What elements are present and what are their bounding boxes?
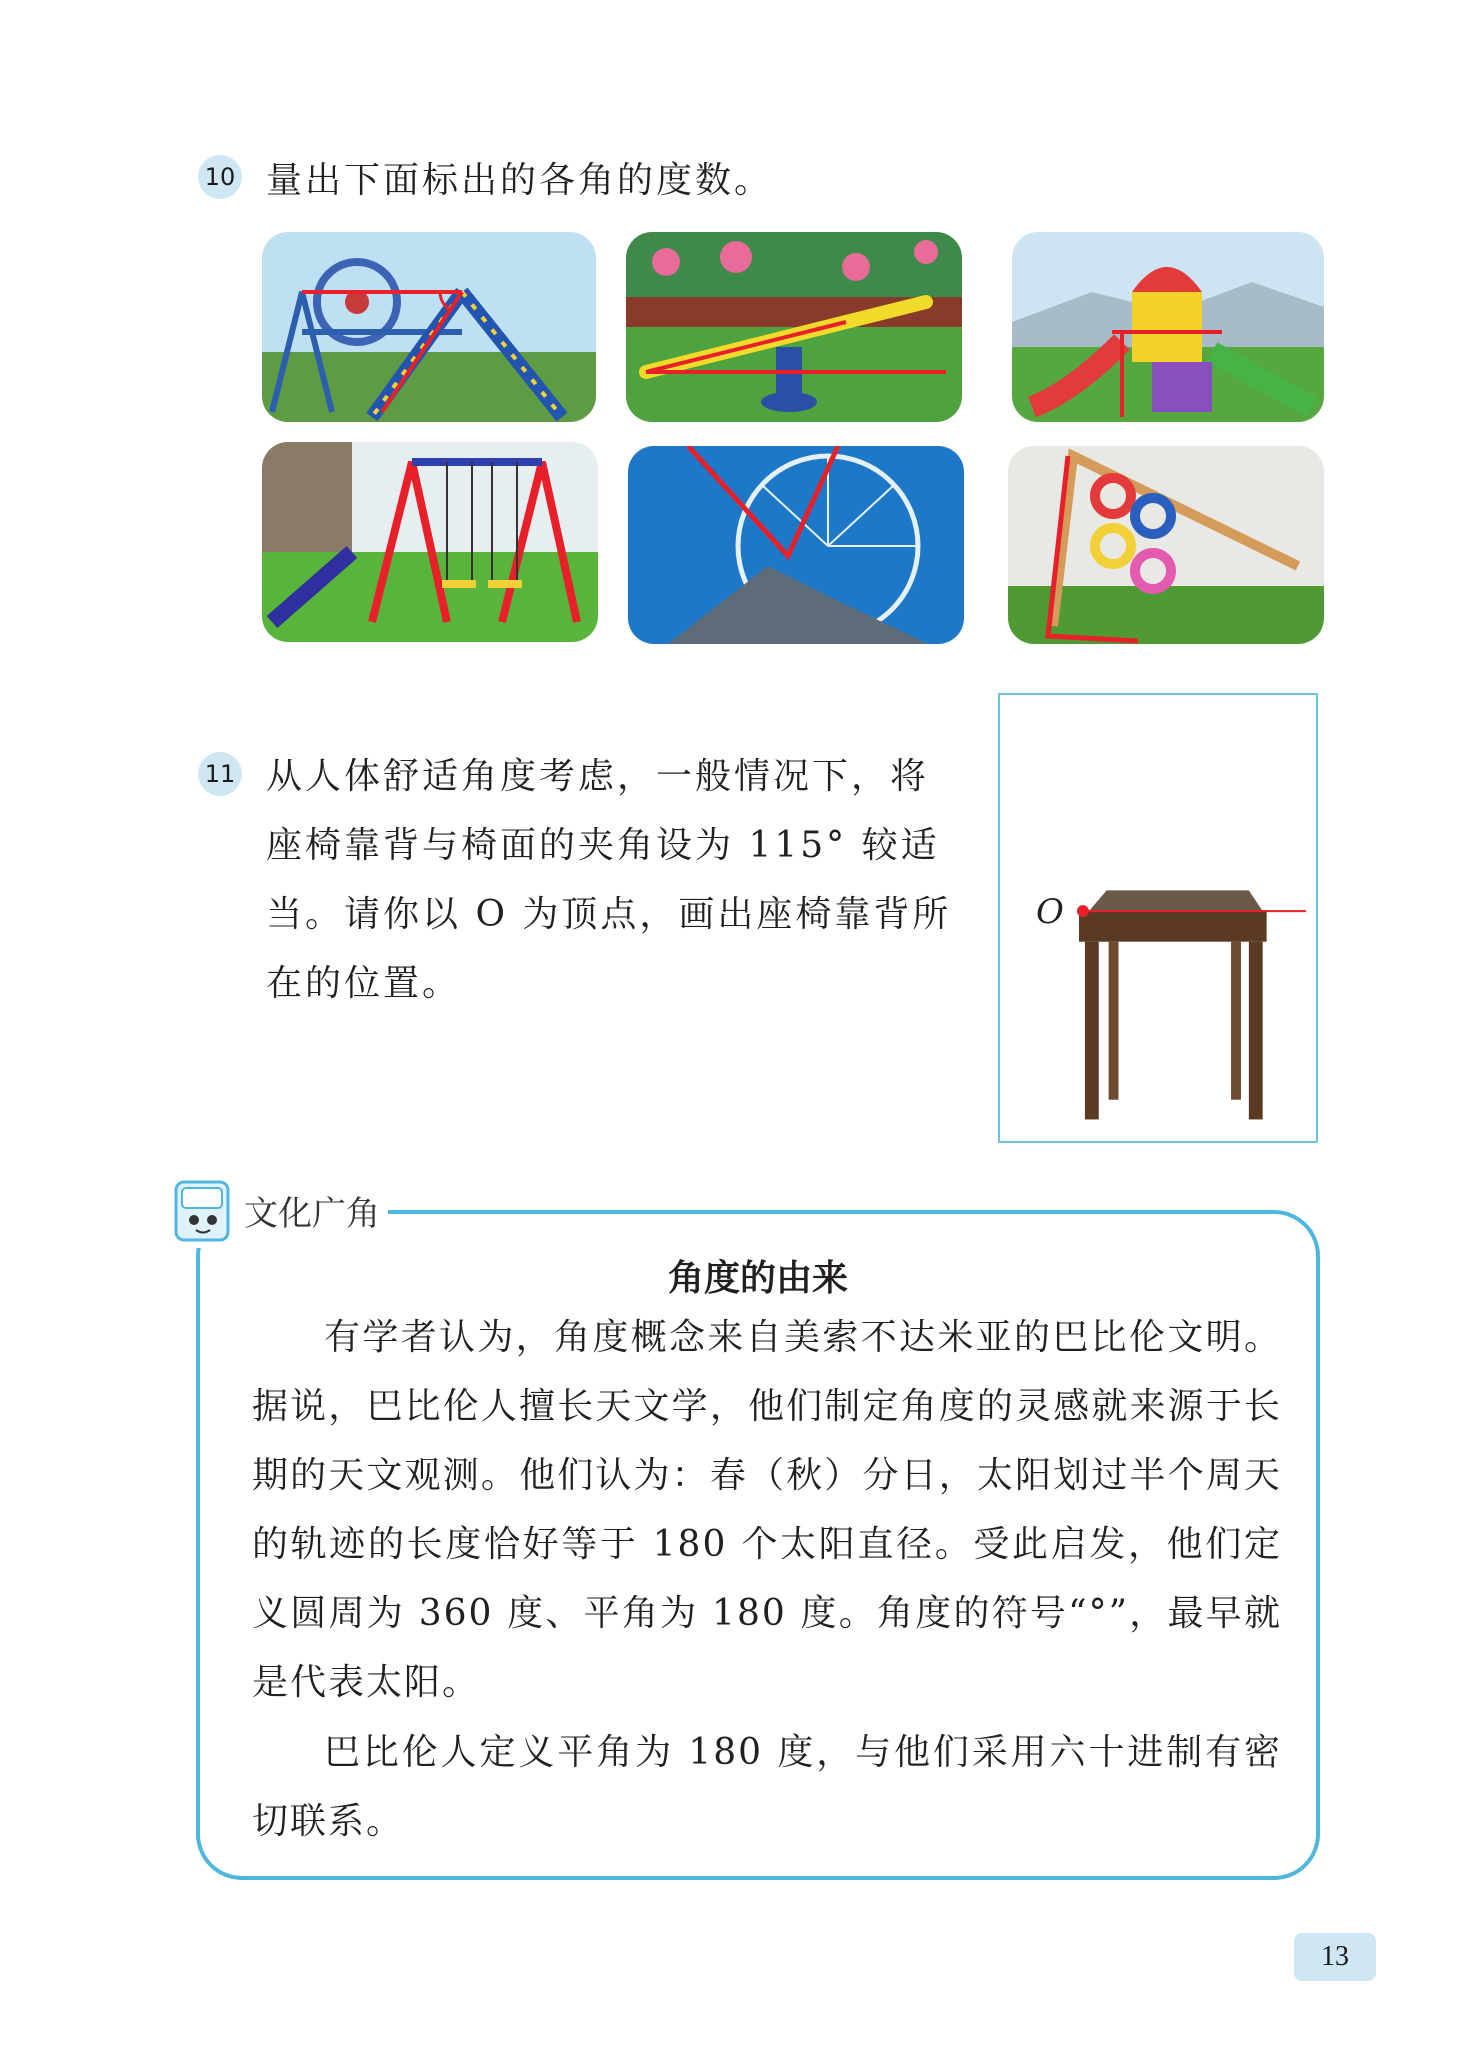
culture-title: 角度的由来 [667, 1258, 848, 1299]
question-11-line: 在的位置。 [266, 963, 462, 1004]
question-number-badge: 10 [198, 155, 242, 199]
culture-paragraph-1: 有学者认为，角度概念来自美索不达米亚的巴比伦文明。据说，巴比伦人擅长天文学，他们制定角度的灵感就来源于长期的天文观测。他们认为：春（秋）分日，太阳划过半个周天的轨迹的长度恰好等于 180 个太阳直径。受此启发，他们定义圆周为 360 度、平角为 180 度。角度的符号“°”，最早就是代表太阳。 [252, 1317, 1282, 1703]
culture-corner-tag [168, 1172, 388, 1248]
culture-paragraph-2: 巴比伦人定义平角为 180 度，与他们采用六十进制有密切联系。 [252, 1732, 1282, 1842]
pendulum-ride-photo [262, 232, 596, 422]
culture-corner-label: 文化广角 [244, 1193, 380, 1234]
question-11-line: 当。请你以 O 为顶点，画出座椅靠背所 [266, 894, 952, 935]
vertex-label-o: O [1036, 892, 1064, 932]
question-11-line: 从人体舒适角度考虑，一般情况下，将 [266, 756, 930, 797]
question-11-line: 座椅靠背与椅面的夹角设为 115° 较适 [266, 825, 940, 866]
swing-set-photo [262, 442, 598, 642]
question-number-badge: 11 [198, 752, 242, 796]
question-10-text: 量出下面标出的各角的度数。 [266, 160, 774, 201]
ferris-wheel-photo [628, 446, 964, 644]
seesaw-photo [626, 232, 962, 422]
playground-slide-photo [1012, 232, 1324, 422]
climbing-frame-photo [1008, 446, 1324, 644]
book-mascot-icon [168, 1172, 238, 1248]
page-number: 13 [1294, 1933, 1376, 1981]
